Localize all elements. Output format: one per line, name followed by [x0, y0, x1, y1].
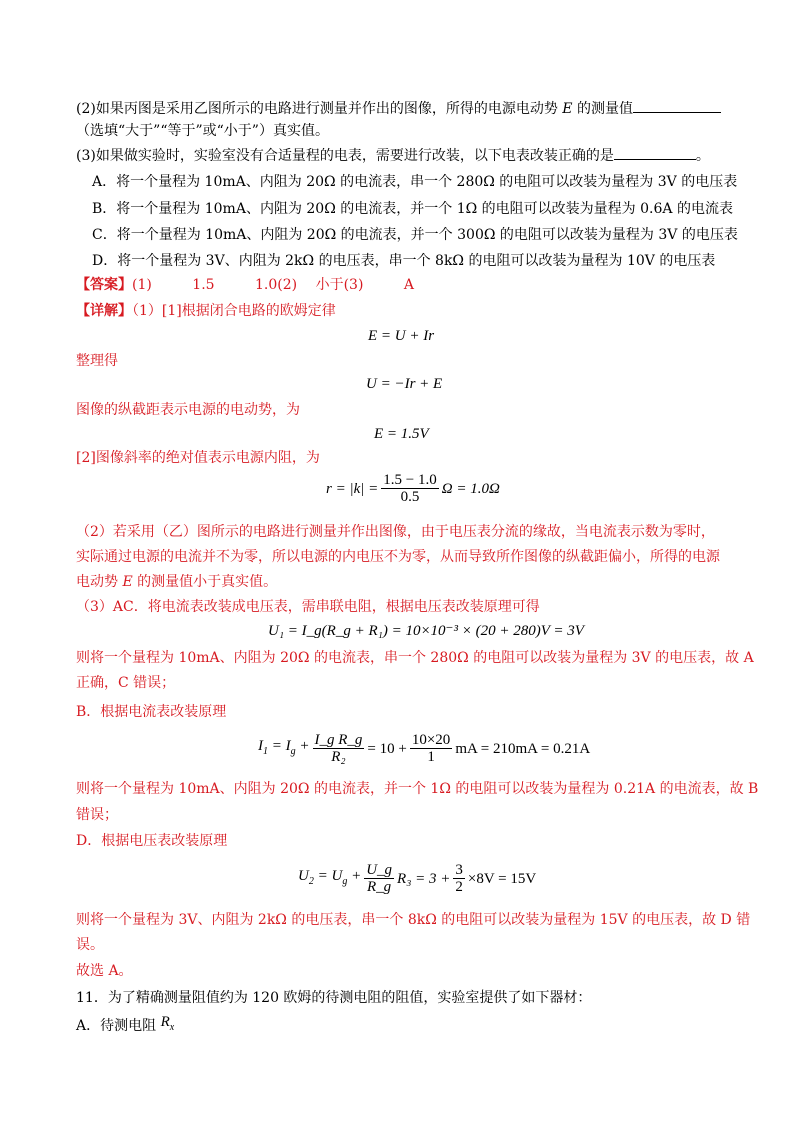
eq7-middle: R₃ = 3 +	[397, 870, 451, 887]
eq6-fraction-2	[410, 732, 452, 765]
q3-stem-text: (3)如果做实验时，实验室没有合适量程的电表，需要进行改装，以下电表改装正确的是	[76, 148, 614, 164]
equation-4	[326, 472, 500, 505]
q3-option-c: C．将一个量程为 10mA、内阻为 20Ω 的电流表，并一个 300Ω 的电阻可以改装为量程为 3V 的电压表	[92, 227, 738, 243]
eq6-middle: = 10 +	[367, 740, 407, 757]
eq6-denominator-2: 1	[427, 749, 435, 765]
eq7-fraction-2	[453, 862, 465, 895]
conclusion-d-line2: 误。	[76, 937, 104, 953]
slope-text: [2]图像斜率的绝对值表示电源内阻，为	[76, 450, 320, 466]
q2-text-end: 的测量值	[576, 101, 633, 117]
answer-part1: (1)	[132, 277, 152, 293]
b-intro: B．根据电流表改装原理	[76, 704, 227, 720]
equation-5: U₁ = I_g(R_g + R₁) = 10×10⁻³ × (20 + 280)V = 3V	[268, 623, 584, 639]
resistor-symbol-r: R	[160, 1014, 170, 1030]
q3-option-d: D．将一个量程为 3V、内阻为 2kΩ 的电压表，串一个 8kΩ 的电阻可以改装为量程为 10V 的电压表	[92, 253, 716, 269]
q3-option-a: A．将一个量程为 10mA、内阻为 20Ω 的电流表，串一个 280Ω 的电阻可以改装为量程为 3V 的电压表	[92, 174, 738, 190]
q3-stem-end: 。	[695, 148, 710, 164]
eq6-numerator-1: I_g R_g	[314, 732, 363, 748]
answer-value-1: 1.5	[192, 277, 215, 293]
equation-6: $I_1 = I_g$ + $\frac{\text{I\_g R\_g}}{\text{R₂}}$ = 10 + $\frac{10\times 20}{1}$ mA = 210mA = 0.21A	[258, 732, 591, 765]
q3-option-b: B．将一个量程为 10mA、内阻为 20Ω 的电流表，并一个 1Ω 的电阻可以改装为量程为 0.6A 的电流表	[92, 201, 733, 217]
eq7-numerator-1: U_g	[366, 862, 393, 878]
q11-stem: 11．为了精确测量阻值约为 120 欧姆的待测电阻的阻值，实验室提供了如下器材：	[76, 990, 592, 1006]
q2-text: (2)如果丙图是采用乙图所示的电路进行测量并作出的图像，所得的电源电动势	[76, 101, 558, 117]
answer-value-3: 小于(3)	[315, 277, 364, 293]
part2-line3	[76, 572, 277, 592]
resistor-symbol-sub: x	[169, 1022, 175, 1033]
resistor-symbol	[160, 1014, 175, 1033]
emf-symbol-2: E	[122, 574, 133, 590]
eq7-denominator-2: 2	[455, 879, 463, 895]
part2-line3-start: 电动势	[76, 574, 118, 590]
answer-line	[76, 275, 414, 295]
q2-answer-blank[interactable]	[633, 98, 721, 113]
eq4-lhs: r = |k| =	[326, 480, 379, 497]
eq7-fraction-1	[364, 862, 394, 895]
answer-value-2: 1.0(2)	[255, 277, 298, 293]
emf-symbol: E	[562, 101, 573, 117]
part2-line1: （2）若采用（乙）图所示的电路进行测量并作出图像，由于电压表分流的缘故，当电流表示数为零时，	[76, 524, 715, 540]
eq7-numerator-2: 3	[455, 862, 463, 878]
eq7-rhs: ×8V = 15V	[467, 870, 537, 887]
part3-intro: （3）AC．将电流表改装成电压表，需串联电阻，根据电压表改装原理可得	[76, 599, 540, 615]
equation-2: U = −Ir + E	[366, 376, 443, 392]
q11-item-a	[76, 1016, 174, 1042]
eq6-denominator-1: R₂	[331, 749, 346, 765]
equation-3: E = 1.5V	[374, 426, 429, 442]
eq6-rhs: mA = 210mA = 0.21A	[455, 740, 591, 757]
q3-stem	[76, 145, 710, 166]
eq4-rhs: Ω = 1.0Ω	[441, 480, 500, 497]
eq4-fraction	[381, 472, 438, 505]
q11-item-a-text: A．待测电阻	[76, 1018, 157, 1034]
conclusion-b-line2: 错误；	[76, 807, 118, 823]
conclusion-d-line1: 则将一个量程为 3V、内阻为 2kΩ 的电压表，串一个 8kΩ 的电阻可以改装为量程为 15V 的电压表，故 D 错	[76, 912, 751, 928]
eq6-fraction-1	[313, 732, 365, 765]
final-answer: 故选 A。	[76, 963, 133, 979]
detail-label: 【详解】	[76, 303, 132, 319]
detail-intro	[76, 301, 336, 321]
d-intro: D．根据电压表改装原理	[76, 833, 228, 849]
detail-intro-text: （1）[1]根据闭合电路的欧姆定律	[132, 303, 336, 319]
q2-line1	[76, 98, 721, 119]
intercept-text: 图像的纵截距表示电源的电动势，为	[76, 402, 300, 418]
eq6-numerator-2: 10×20	[411, 732, 451, 748]
part2-line2: 实际通过电源的电流并不为零，所以电源的内电压不为零，从而导致所作图像的纵截距偏小，所得的电源	[76, 549, 720, 565]
eq4-numerator: 1.5 − 1.0	[383, 472, 437, 488]
eq7-denominator-1: R_g	[367, 879, 392, 895]
arrange-text: 整理得	[76, 353, 118, 369]
eq4-denominator: 0.5	[400, 489, 420, 505]
answer-label: 【答案】	[76, 277, 132, 293]
conclusion-a-line1: 则将一个量程为 10mA、内阻为 20Ω 的电流表，串一个 280Ω 的电阻可以改装为量程为 3V 的电压表，故 A	[76, 650, 754, 666]
conclusion-a-line2: 正确，C 错误；	[76, 675, 176, 691]
equation-1: E = U + Ir	[368, 328, 435, 344]
answer-value-4: A	[403, 277, 414, 293]
q2-line2: （选填“大于”“等于”或“小于”）真实值。	[76, 123, 329, 139]
equation-7: $U_2 = U_g$ + $\frac{U\_g}{R\_g}$ R₃ = 3 + $\frac{3}{2}$ ×8V = 15V	[298, 862, 537, 895]
conclusion-b-line1: 则将一个量程为 10mA、内阻为 20Ω 的电流表，并一个 1Ω 的电阻可以改装为量程为 0.21A 的电流表，故 B	[76, 781, 759, 797]
q3-answer-blank[interactable]	[614, 145, 696, 160]
part2-line3-end: 的测量值小于真实值。	[137, 574, 278, 590]
